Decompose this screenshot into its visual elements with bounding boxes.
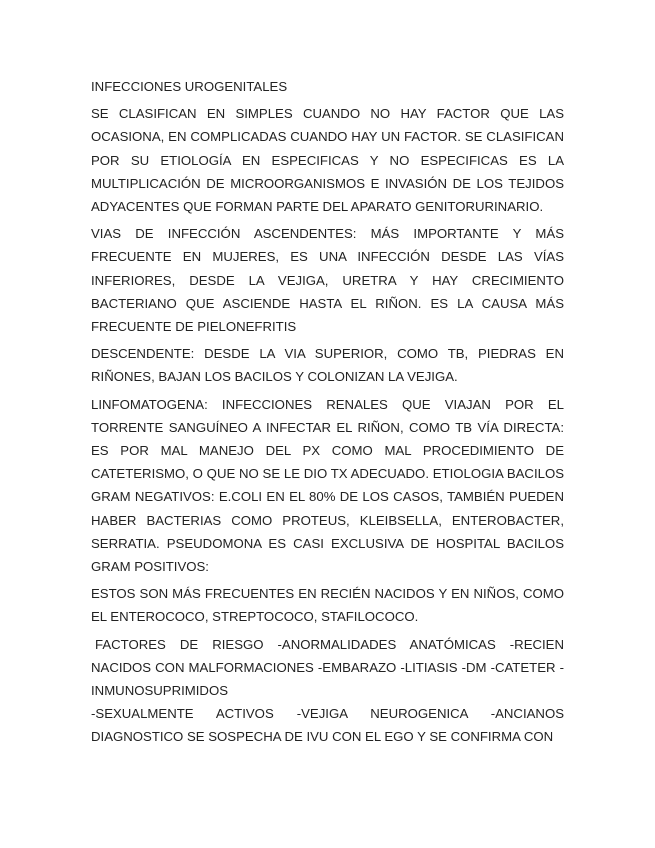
paragraph-classification: SE CLASIFICAN EN SIMPLES CUANDO NO HAY FACTOR QUE LAS OCASIONA, EN COMPLICADAS CUANDO HAY UN FACTOR. SE CLASIFICAN POR SU ETIOLOGÍA EN ESPECIFICAS Y NO ESPECIFICAS ES LA MULTIPLICACIÓN DE MICROORGANISMOS E INVASIÓN DE LOS TEJIDOS ADYACENTES QUE FORMAN PARTE DEL APARATO GENITORURINARIO. (91, 106, 564, 215)
paragraph-gram-positive: ESTOS SON MÁS FRECUENTES EN RECIÉN NACIDOS Y EN NIÑOS, COMO EL ENTEROCOCO, STREPTOCOCO, STAFILOCOCO. (91, 586, 564, 625)
paragraph-diagnosis: -SEXUALMENTE ACTIVOS -VEJIGA NEUROGENICA -ANCIANOS DIAGNOSTICO SE SOSPECHA DE IVU CON EL EGO Y SE CONFIRMA CON (91, 706, 564, 745)
paragraph-lymphatic-route: LINFOMATOGENA: INFECCIONES RENALES QUE VIAJAN POR EL TORRENTE SANGUÍNEO A INFECTAR EL RIÑON, COMO TB VÍA DIRECTA: ES POR MAL MANEJO DEL PX COMO MAL PROCEDIMIENTO DE CATETERISMO, O QUE NO SE LE DIO TX ADECUADO. ETIOLOGIA BACILOS GRAM NEGATIVOS: E.COLI EN EL 80% DE LOS CASOS, TAMBIÉN PUEDEN HABER BACTERIAS COMO PROTEUS, KLEIBSELLA, ENTEROBACTER, SERRATIA. PSEUDOMONA ES CASI EXCLUSIVA DE HOSPITAL BACILOS GRAM POSITIVOS: (91, 396, 564, 575)
paragraph-risk-factors: FACTORES DE RIESGO -ANORMALIDADES ANATÓMICAS -RECIEN NACIDOS CON MALFORMACIONES -EMBARAZO -LITIASIS -DM -CATETER -INMUNOSUPRIMIDOS (91, 636, 564, 699)
paragraph-descending-route: DESCENDENTE: DESDE LA VIA SUPERIOR, COMO TB, PIEDRAS EN RIÑONES, BAJAN LOS BACILOS Y COLONIZAN LA VEJIGA. (91, 346, 564, 385)
paragraph-ascending-routes: VIAS DE INFECCIÓN ASCENDENTES: MÁS IMPORTANTE Y MÁS FRECUENTE EN MUJERES, ES UNA INFECCIÓN DESDE LAS VÍAS INFERIORES, DESDE LA VEJIGA, URETRA Y HAY CRECIMIENTO BACTERIANO QUE ASCIENDE HASTA EL RIÑON. ES LA CAUSA MÁS FRECUENTE DE PIELONEFRITIS (91, 226, 564, 335)
document-body (91, 75, 564, 749)
document-title: INFECCIONES UROGENITALES (91, 79, 288, 94)
